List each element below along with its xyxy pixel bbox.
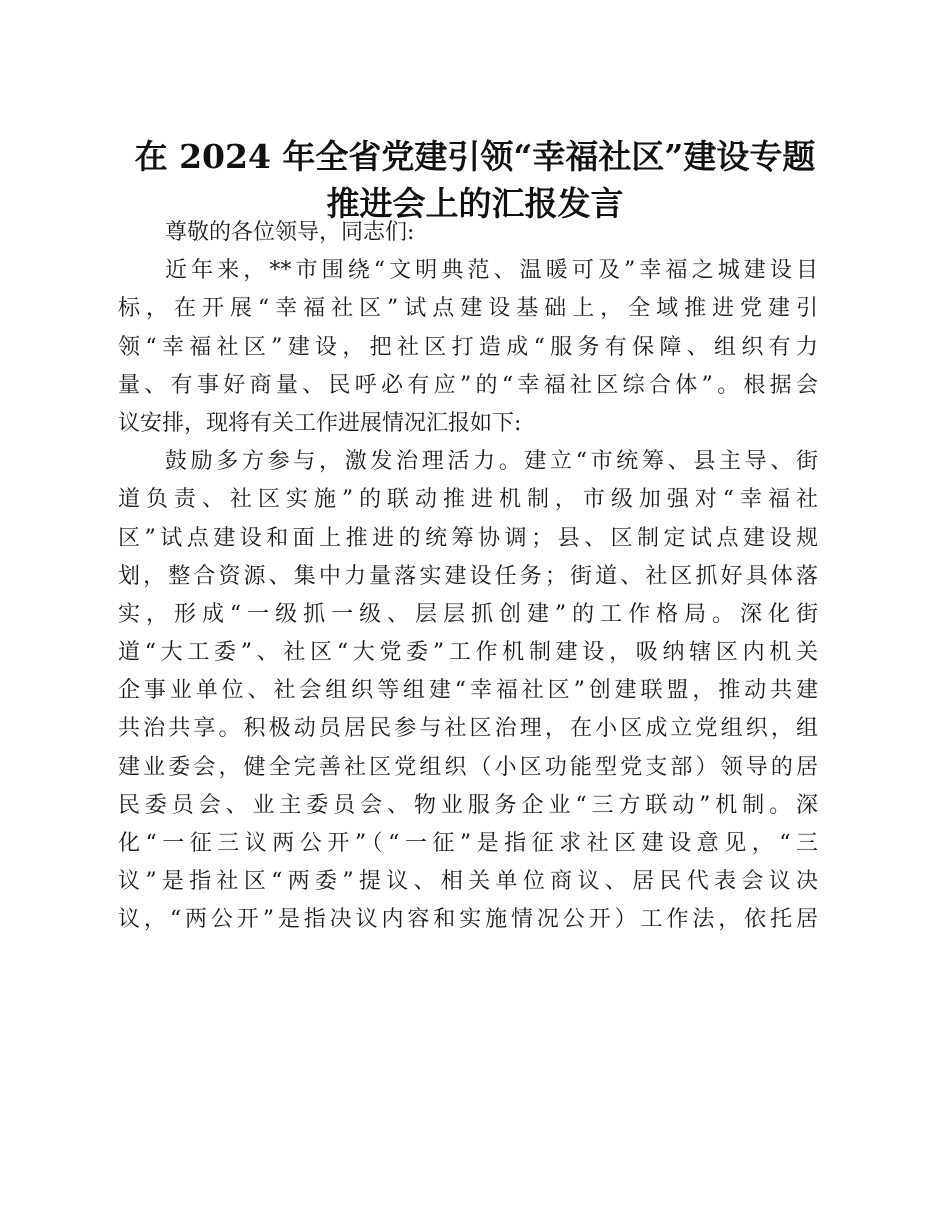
- document-title: [100, 133, 850, 227]
- paragraph-line: 议安排，现将有关工作进展情况汇报如下:: [118, 410, 522, 436]
- paragraph-line: 量、有事好商量、民呼必有应”的“幸福社区综合体”。根据会: [118, 372, 818, 398]
- paragraph-line: 区”试点建设和面上推进的统筹协调；县、区制定试点建设规: [118, 525, 818, 551]
- paragraph-line: 实，形成“一级抓一级、层层抓创建”的工作格局。深化街: [118, 601, 818, 627]
- paragraph-line: 议，“两公开”是指决议内容和实施情况公开）工作法，依托居: [118, 907, 818, 933]
- title-line-2: 推进会上的汇报发言: [326, 184, 624, 223]
- paragraph-line: 近年来，**市围绕“文明典范、温暖可及”幸福之城建设目: [165, 258, 818, 284]
- paragraph-line: 领“幸福社区”建设，把社区打造成“服务有保障、组织有力: [118, 334, 818, 360]
- salutation: 尊敬的各位领导，同志们:: [165, 220, 415, 245]
- paragraph-line: 民委员会、业主委员会、物业服务企业“三方联动”机制。深: [118, 792, 818, 818]
- document-body: [118, 214, 818, 940]
- paragraph-line: 标，在开展“幸福社区”试点建设基础上，全域推进党建引: [118, 296, 818, 322]
- paragraph-line: 企事业单位、社会组织等组建“幸福社区”创建联盟，推动共建: [118, 678, 818, 704]
- paragraph-line: 共治共享。积极动员居民参与社区治理，在小区成立党组织，组: [118, 716, 818, 742]
- paragraph-line: 划，整合资源、集中力量落实建设任务；街道、社区抓好具体落: [118, 563, 818, 589]
- paragraph-line: 道负责、社区实施”的联动推进机制，市级加强对“幸福社: [118, 487, 818, 513]
- paragraph-line: 化“一征三议两公开”（“一征”是指征求社区建设意见，“三: [118, 831, 818, 856]
- paragraph-line: 建业委会，健全完善社区党组织（小区功能型党支部）领导的居: [118, 754, 818, 780]
- paragraph-line: 鼓励多方参与，激发治理活力。建立“市统筹、县主导、街: [165, 449, 818, 475]
- paragraph-line: 道“大工委”、社区“大党委”工作机制建设，吸纳辖区内机关: [118, 640, 818, 666]
- paragraph-line: 议”是指社区“两委”提议、相关单位商议、居民代表会议决: [118, 869, 818, 895]
- title-line-1: 在 2024 年全省党建引领“幸福社区”建设专题: [134, 137, 816, 176]
